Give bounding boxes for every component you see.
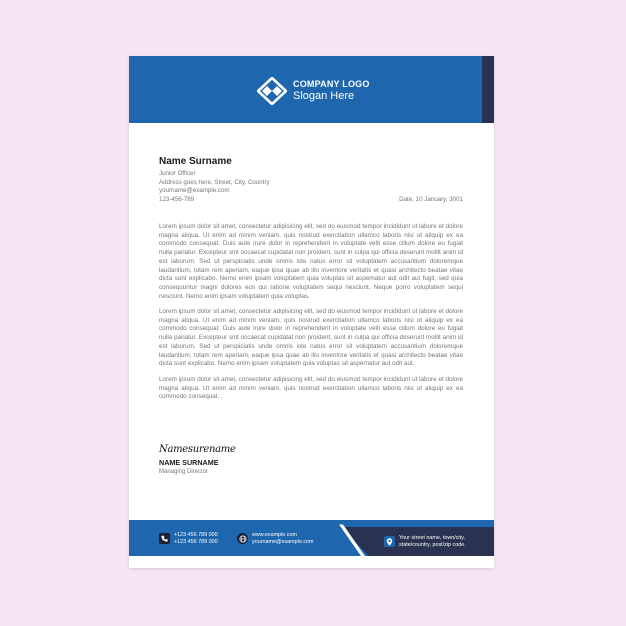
footer-address-line-2: state/country, post/zip code. — [399, 542, 466, 549]
company-logo — [257, 78, 370, 104]
sender-title: Junior Officer — [159, 170, 196, 177]
sender-address: Address goes here, Street, City, Country — [159, 178, 270, 186]
handwritten-signature: Namesurename — [159, 444, 236, 455]
footer-email: yourname@example.com — [252, 539, 314, 546]
letterhead-header — [129, 56, 494, 123]
letterhead-sheet — [129, 56, 494, 568]
footer-website: www.example.com — [252, 532, 297, 538]
signatory-name: NAME SURNAME — [159, 458, 219, 467]
footer-web — [252, 532, 314, 546]
body-paragraph-2: Lorem ipsum dolor sit amet, consectetur adipisicing elit, sed do eiusmod tempor incididunt ut labore et dolore magna aliqua. Ut enim ad minim veniam, quis nostrud exercitation ullamco laboris nisi ut aliquip ex ea commodo consequat. Duis aute irure dolor in reprehenderit in voluptate velit esse cillum dolore eu fugiat nulla pariatur. Excepteur sint occaecat cupidatat non proident, sunt in culpa qui officia deserunt mollit anim id est laborum. Sed ut perspiciatis unde omnis iste natus error sit voluptatem accusantium doloremque laudantium, totam rem aperiam, eaque ipsa quae ab illo inventore veritatis et quasi architecto beatae vitae dicta sunt explicabo. Nemo enim ipsam voluptatem quia voluptas sit aspernatur aut odit aut. — [159, 308, 463, 368]
footer-phone-2: +123 456 789 000 — [174, 539, 218, 546]
footer-address — [399, 535, 466, 549]
letter-date: Date, 10 January, 3001 — [399, 196, 463, 203]
phone-icon — [159, 533, 170, 544]
sender-name: Name Surname — [159, 156, 232, 167]
body-paragraph-3: Lorem ipsum dolor sit amet, consectetur adipisicing elit, sed do eiusmod tempor incididunt ut labore et dolore magna aliqua. Ut enim ad minim veniam, quis nostrud exercitation ullamco laboris nisi ut aliquip ex ea commodo consequat. . — [159, 376, 463, 401]
company-logo-title: COMPANY LOGO — [293, 79, 370, 89]
sender-phone: 123-456-789 — [159, 195, 195, 203]
signature-block — [159, 444, 236, 475]
footer-phone-1: +123 456 789 000 — [174, 532, 218, 538]
footer-phones — [174, 532, 218, 546]
location-pin-icon — [384, 536, 395, 547]
company-slogan: Slogan Here — [293, 90, 355, 102]
globe-icon — [237, 533, 248, 544]
sender-details — [159, 170, 270, 204]
body-paragraph-1: Lorem ipsum dolor sit amet, consectetur adipisicing elit, sed do eiusmod tempor incididunt ut labore et dolore magna aliqua. Ut enim ad minim veniam, quis nostrud exercitation ullamco laboris nisi ut aliquip ex ea commodo consequat. Duis aute irure dolor in reprehenderit in voluptate velit esse cillum dolore eu fugiat nulla pariatur. Excepteur sint occaecat cupidatat non proident, sunt in culpa qui officia deserunt mollit anim id est laborum. Sed ut perspiciatis unde omnis iste natus error sit voluptatem accusantium doloremque laudantium, totam rem aperiam, eaque ipsa quae ab illo inventore veritatis et quasi architecto beatae vitae dicta sunt explicabo. Nemo enim ipsam voluptatem quia voluptas sit aspernatur aut odit aut fugit, sed quia consequuntur magni dolores eos qui ratione voluptatem sequi nesciunt. Neque porro voluptatem sequi nesciunt. Nemo enim ipsam voluptatem quia voluptas. — [159, 223, 463, 300]
header-accent-stripe — [482, 56, 494, 123]
footer-address-line-1: Your street name, town/city, — [399, 535, 465, 541]
sender-email: yourname@example.com — [159, 187, 230, 195]
diamond-logo-icon — [257, 77, 287, 105]
signatory-title: Managing Director — [159, 469, 209, 475]
